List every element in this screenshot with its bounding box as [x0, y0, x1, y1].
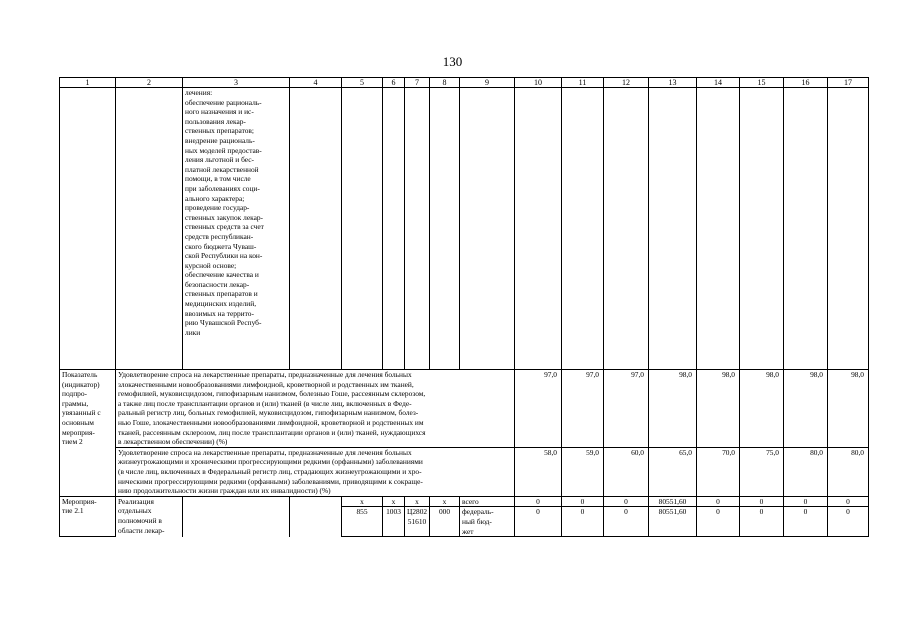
continuation-row — [60, 88, 869, 370]
funding-value: 0 — [515, 507, 562, 537]
indicator-value: 80,0 — [784, 447, 828, 496]
funding-value: 0 — [697, 496, 740, 507]
measure-total-row — [60, 496, 869, 507]
funding-value: 0 — [828, 507, 869, 537]
measure-description-cell: лечения: обеспечение рациональ- ного назначения и ис- пользования лекар- ственных препаратов; внедрение рациональ- ных моделей предостав- ления льготной и бес- платной лекарственной помощи, в том числе при заболеваниях соци- ального характера; проведение государ- ственных закупок лекар- ственных средств за счет средств республикан- ского бюджета Чуваш- ской Республики на кон- курсной основе; обеспечение качества и безопасности лекар- ственных препаратов и медицинских изделий, ввозимых на террито- рию Чувашской Респуб- лики — [183, 88, 290, 370]
budget-code-cell: 1003 — [383, 507, 405, 537]
col-header: 16 — [784, 78, 828, 88]
col-header: 7 — [405, 78, 430, 88]
budget-code-cell: x — [430, 496, 460, 507]
column-number-header-row — [60, 78, 869, 88]
indicator-value: 65,0 — [649, 447, 697, 496]
funding-value: 0 — [740, 496, 784, 507]
indicator-value: 98,0 — [828, 370, 869, 448]
col-header: 3 — [183, 78, 290, 88]
col-header: 13 — [649, 78, 697, 88]
indicator-label-cell: Показатель (индикатор) подпро- граммы, увязанный с основным мероприя- тием 2 — [60, 370, 116, 497]
budget-code-cell: 855 — [342, 507, 383, 537]
col-header: 2 — [116, 78, 183, 88]
funding-value: 0 — [697, 507, 740, 537]
indicator-value: 98,0 — [697, 370, 740, 448]
indicator-value: 75,0 — [740, 447, 784, 496]
indicator-text-cell: Удовлетворение спроса на лекарственные препараты, предназначенные для лечения больных жизнеугрожающими и хроническими прогрессирующими редкими (орфанными) заболеваниями (в числе лиц, включенных в Федеральный регистр лиц, страдающих жизнеугрожающими и хро- ническими прогрессирующими редкими (орфанными) заболеваниями, приводящими к сокраще- нию продолжительности жизни граждан или их инвалидности) (%) — [116, 447, 515, 496]
funding-source-cell: всего — [460, 496, 515, 507]
indicator-value: 98,0 — [740, 370, 784, 448]
funding-value: 0 — [604, 496, 649, 507]
funding-value: 0 — [515, 496, 562, 507]
indicator-value: 97,0 — [562, 370, 604, 448]
budget-code-cell: 000 — [430, 507, 460, 537]
funding-value: 0 — [604, 507, 649, 537]
funding-value: 0 — [828, 496, 869, 507]
col-header: 5 — [342, 78, 383, 88]
indicator-value: 60,0 — [604, 447, 649, 496]
budget-code-cell: x — [405, 496, 430, 507]
funding-value: 0 — [562, 496, 604, 507]
col-header: 12 — [604, 78, 649, 88]
funding-value: 0 — [740, 507, 784, 537]
program-table — [59, 77, 869, 537]
measure-name-cell: Реализация отдельных полномочий в области лекар- — [116, 496, 183, 536]
col-header: 1 — [60, 78, 116, 88]
indicator-value: 97,0 — [515, 370, 562, 448]
budget-code-cell: x — [342, 496, 383, 507]
funding-value: 0 — [784, 507, 828, 537]
funding-value: 80551,60 — [649, 496, 697, 507]
funding-value: 0 — [784, 496, 828, 507]
col-header: 15 — [740, 78, 784, 88]
col-header: 6 — [383, 78, 405, 88]
indicator-value: 80,0 — [828, 447, 869, 496]
col-header: 4 — [290, 78, 342, 88]
col-header: 10 — [515, 78, 562, 88]
col-header: 14 — [697, 78, 740, 88]
measure-label-cell: Мероприя- тие 2.1 — [60, 496, 116, 536]
col-header: 17 — [828, 78, 869, 88]
col-header: 11 — [562, 78, 604, 88]
page-number: 130 — [442, 54, 463, 69]
col-header: 8 — [430, 78, 460, 88]
budget-code-cell: x — [383, 496, 405, 507]
indicator-value: 58,0 — [515, 447, 562, 496]
indicator-value: 98,0 — [784, 370, 828, 448]
indicator-row-1 — [60, 370, 869, 448]
budget-code-cell: Ц2802 51610 — [405, 507, 430, 537]
funding-source-cell: федераль- ный бюд- жет — [460, 507, 515, 537]
funding-value: 0 — [562, 507, 604, 537]
indicator-row-2 — [60, 447, 869, 496]
indicator-value: 70,0 — [697, 447, 740, 496]
funding-value: 80551,60 — [649, 507, 697, 537]
col-header: 9 — [460, 78, 515, 88]
indicator-value: 97,0 — [604, 370, 649, 448]
indicator-value: 59,0 — [562, 447, 604, 496]
indicator-value: 98,0 — [649, 370, 697, 448]
indicator-text-cell: Удовлетворение спроса на лекарственные препараты, предназначенные для лечения больных злокачественными новообразованиями лимфоидной, кроветворной и родственных им тканей, гемофилией, муковисцидозом, гипофизарным нанизмом, болезнью Гоше, рассеянным склерозом, а также лиц после трансплантации органов и (или) тканей (в числе лиц, включенных в Феде- ральный регистр лиц, больных гемофилией, муковисцидозом, гипофизарным нанизмом, болез- нью Гоше, злокачественными новообразованиями лимфоидной, кроветворной и родственных им тканей, рассеянным склерозом, лиц после трансплантации органов и (или) тканей, нуждающихся в лекарственном обеспечении) (%) — [116, 370, 515, 448]
